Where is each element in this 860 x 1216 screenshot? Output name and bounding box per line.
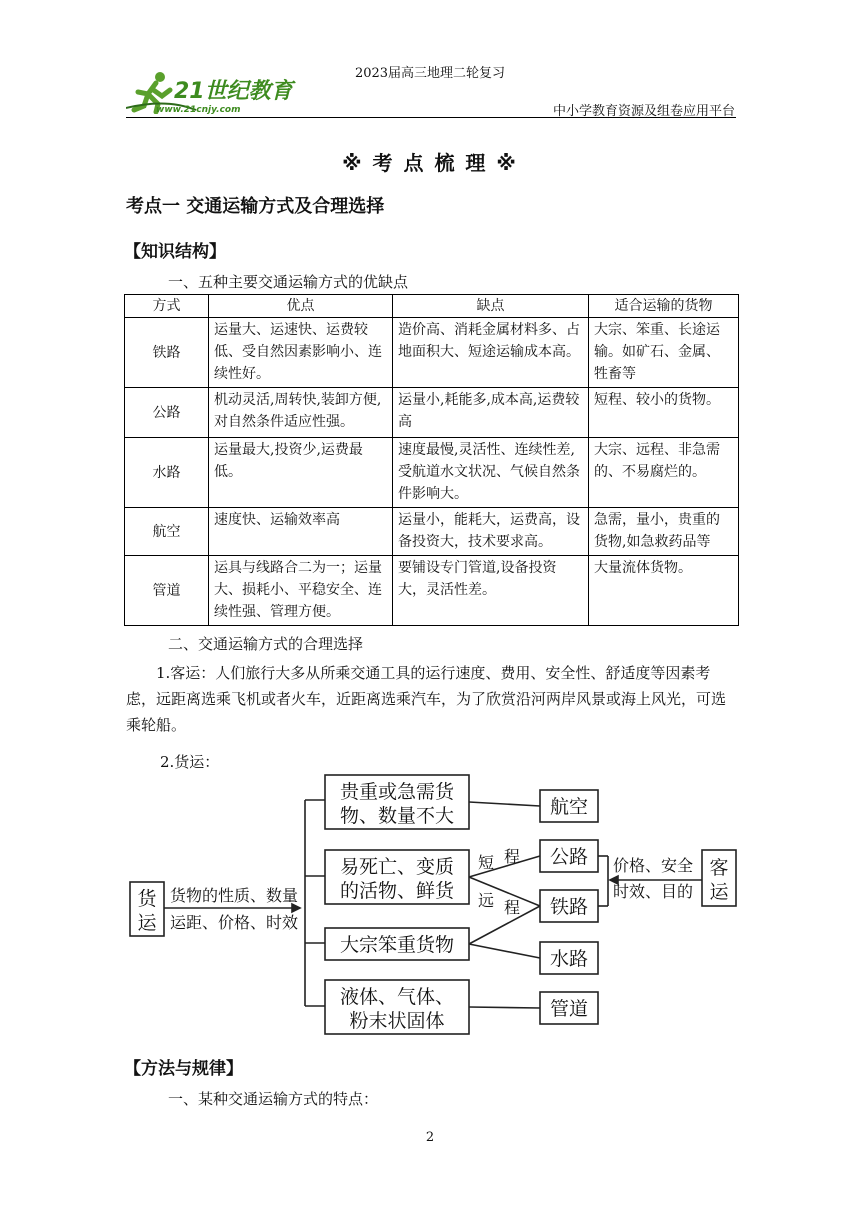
goods-cell: 短程、较小的货物。: [589, 388, 739, 438]
platform-name: 中小学教育资源及组卷应用平台: [552, 104, 735, 119]
freight-factors-line-1: 货物的性质、数量: [170, 886, 299, 905]
cons-cell: 运量小,耗能多,成本高,运费较高: [393, 388, 589, 438]
logo-url: www.21cnjy.com: [156, 105, 241, 114]
table-row: [125, 318, 739, 388]
category-perishable-line-2: 的活物、鲜货: [339, 880, 455, 902]
page-number: 2: [425, 1130, 435, 1145]
mode-cell: 铁路: [125, 318, 209, 388]
mode-pipeline-label: 管道: [549, 998, 589, 1020]
column-header-pros: 优点: [209, 295, 393, 318]
category-fluid-line-1: 液体、气体、: [339, 986, 455, 1008]
column-header-goods: 适合运输的货物: [589, 295, 739, 318]
choice-heading: 二、交通运输方式的合理选择: [168, 635, 364, 653]
pros-cell: 运量大、运速快、运费较低、受自然因素影响小、连续性好。: [209, 318, 393, 388]
cons-cell: 造价高、消耗金属材料多、占地面积大、短途运输成本高。: [393, 318, 589, 388]
freight-factors-line-2: 运距、价格、时效: [170, 913, 299, 932]
passenger-factors-line-1: 价格、安全: [613, 856, 694, 875]
logo-wordmark: 21世纪教育: [174, 79, 293, 104]
goods-cell: 大量流体货物。: [589, 556, 739, 626]
passenger-factors-line-2: 时效、目的: [613, 882, 694, 901]
pros-cell: 机动灵活,周转快,装卸方便,对自然条件适应性强。: [209, 388, 393, 438]
mode-cell: 管道: [125, 556, 209, 626]
passenger-paragraph: 1.客运：人们旅行大多从所乘交通工具的运行速度、费用、安全性、舒适度等因素考虑，远距离选乘飞机或者火车，近距离选乘汽车，为了欣赏沿河两岸风景或海上风光，可选乘轮船。: [126, 664, 727, 734]
freight-label: 2.货运：: [160, 753, 220, 771]
table-row: [125, 508, 739, 556]
table-row: [125, 556, 739, 626]
long-distance-char-1: 远: [478, 891, 495, 910]
cons-cell: 速度最慢,灵活性、连续性差,受航道水文状况、气候自然条件影响大。: [393, 438, 589, 508]
mode-cell: 水路: [125, 438, 209, 508]
section-title: ※ 考 点 梳 理 ※: [342, 151, 518, 175]
methods-heading: 【方法与规律】: [124, 1059, 243, 1079]
goods-cell: 急需，量小，贵重的货物,如急救药品等: [589, 508, 739, 556]
cons-cell: 要铺设专门管道,设备投资大，灵活性差。: [393, 556, 589, 626]
passenger-box-char-1: 客: [709, 857, 729, 879]
table-row: [125, 388, 739, 438]
freight-box-char-1: 货: [137, 888, 157, 910]
mode-water-label: 水路: [549, 948, 589, 970]
category-valuable-line-2: 物、数量不大: [339, 805, 455, 827]
goods-cell: 大宗、笨重、长途运输。如矿石、金属、牲畜等: [589, 318, 739, 388]
mode-road-label: 公路: [549, 846, 589, 868]
short-distance-char-2: 程: [504, 847, 521, 866]
freight-box-char-2: 运: [137, 912, 157, 934]
knowledge-structure-heading: 【知识结构】: [124, 242, 226, 262]
header-divider: [126, 117, 736, 118]
long-distance-char-2: 程: [504, 898, 521, 917]
passenger-box-char-2: 运: [709, 881, 729, 903]
column-header-mode: 方式: [125, 295, 209, 318]
short-distance-char-1: 短: [478, 853, 495, 872]
mode-rail-label: 铁路: [549, 896, 589, 918]
category-bulk: 大宗笨重货物: [339, 934, 455, 956]
table-caption: 一、五种主要交通运输方式的优缺点: [168, 273, 409, 291]
pros-cell: 速度快、运输效率高: [209, 508, 393, 556]
topic-title: 考点一 交通运输方式及合理选择: [126, 196, 385, 217]
method-item: 一、某种交通运输方式的特点：: [168, 1090, 379, 1108]
column-header-cons: 缺点: [393, 295, 589, 318]
category-valuable-line-1: 贵重或急需货: [339, 781, 455, 803]
document-title: 2023届高三地理二轮复习: [354, 66, 506, 81]
cons-cell: 运量小，能耗大，运费高，设备投资大，技术要求高。: [393, 508, 589, 556]
table-header-row: [125, 295, 739, 318]
pros-cell: 运具与线路合二为一；运量大、损耗小、平稳安全、连续性强、管理方便。: [209, 556, 393, 626]
mode-air-label: 航空: [549, 796, 589, 818]
category-fluid-line-2: 粉末状固体: [349, 1010, 445, 1032]
category-perishable-line-1: 易死亡、变质: [339, 856, 455, 878]
table-row: [125, 438, 739, 508]
transport-choice-diagram: [120, 770, 740, 1040]
goods-cell: 大宗、远程、非急需的、不易腐烂的。: [589, 438, 739, 508]
pros-cell: 运量最大,投资少,运费最低。: [209, 438, 393, 508]
transport-comparison-table: [124, 294, 739, 626]
mode-cell: 航空: [125, 508, 209, 556]
mode-cell: 公路: [125, 388, 209, 438]
